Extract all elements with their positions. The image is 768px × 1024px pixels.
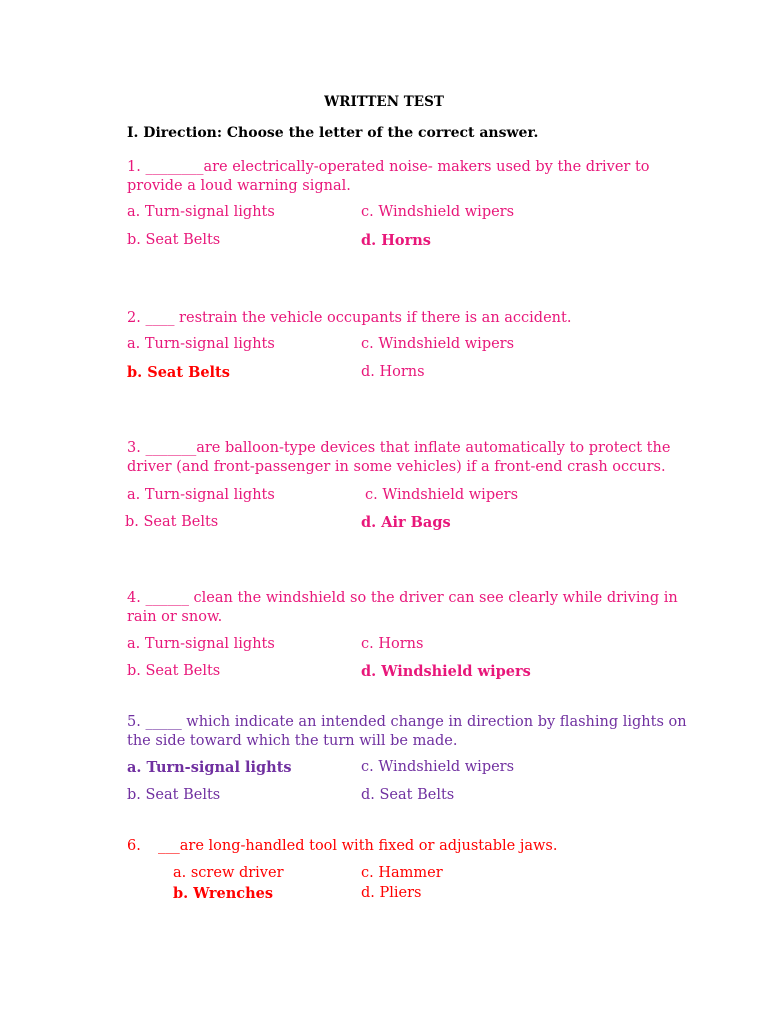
question-5-option-c: c. Windshield wipers [361,759,515,775]
question-3-option-b: b. Seat Belts [125,514,219,530]
question-2-text: 2. ____ restrain the vehicle occupants if there is an accident. [127,310,572,326]
question-6-option-d: d. Pliers [361,885,422,901]
question-3-option-c: c. Windshield wipers [365,487,519,503]
question-6-option-a: a. screw driver [173,865,284,881]
question-6-option-c: c. Hammer [361,865,443,881]
question-4-option-a: a. Turn-signal lights [127,636,275,652]
question-1-option-c: c. Windshield wipers [361,204,515,220]
question-6-text: ___are long-handled tool with fixed or adjustable jaws. [158,838,558,854]
question-5-text: 5. _____ which indicate an intended change in direction by flashing lights on the side toward which the turn will be made. [127,714,687,749]
question-4-option-d-answer: d. Windshield wipers [361,663,531,680]
question-1-option-a: a. Turn-signal lights [127,204,275,220]
question-6-number: 6. [127,838,141,854]
question-3-option-a: a. Turn-signal lights [127,487,275,503]
question-2-option-c: c. Windshield wipers [361,336,515,352]
question-5-option-d: d. Seat Belts [361,787,455,803]
question-3-text: 3. _______are balloon-type devices that inflate automatically to protect the driver (and front-passenger in some vehicles) if a front-end crash occurs. [127,440,671,475]
question-1-option-d-answer: d. Horns [361,232,431,249]
question-5-option-b: b. Seat Belts [127,787,221,803]
question-2-option-a: a. Turn-signal lights [127,336,275,352]
question-4-option-b: b. Seat Belts [127,663,221,679]
question-2-option-b-answer: b. Seat Belts [127,364,230,381]
question-6-option-b-answer: b. Wrenches [173,885,274,902]
question-1-option-b: b. Seat Belts [127,232,221,248]
page-title: WRITTEN TEST [324,94,444,110]
question-1-text: 1. ________are electrically-operated noise- makers used by the driver to provide a loud warning signal. [127,159,650,194]
direction-text: I. Direction: Choose the letter of the correct answer. [127,125,539,141]
question-3-option-d-answer: d. Air Bags [361,514,451,531]
question-2-option-d: d. Horns [361,364,425,380]
question-4-text: 4. ______ clean the windshield so the driver can see clearly while driving in rain or snow. [127,590,678,625]
question-5-option-a-answer: a. Turn-signal lights [127,759,292,776]
question-4-option-c: c. Horns [361,636,424,652]
